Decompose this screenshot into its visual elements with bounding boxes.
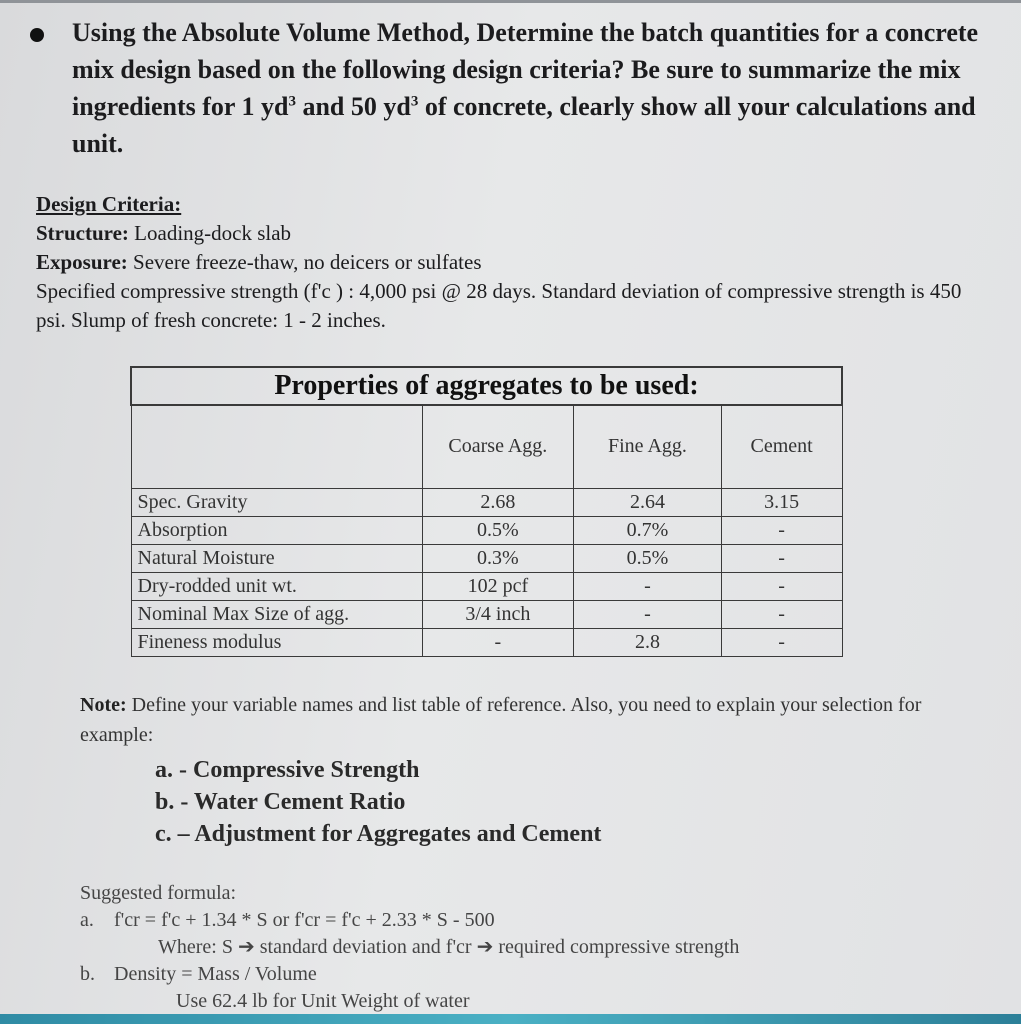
table-row: Absorption 0.5% 0.7% - — [131, 517, 842, 545]
formula-b: b. Density = Mass / Volume — [80, 963, 317, 985]
table-title: Properties of aggregates to be used: — [131, 367, 842, 405]
table-row: Nominal Max Size of agg. 3/4 inch - - — [131, 601, 842, 629]
note-text: Define your variable names and list table of reference. Also, you need to explain your selection for example: — [80, 694, 922, 746]
question-text: Using the Absolute Volume Method, Determine the batch quantities for a concrete mix design based on the following design criteria? Be sure to summarize the mix ingredients for 1 $yd^3$ and 50 $yd^3$ of concrete, clearly show all your calculations and unit. — [72, 18, 979, 158]
table-title-row — [131, 367, 842, 405]
bullet-icon — [30, 28, 44, 42]
header-fine-agg: Fine Agg. — [574, 405, 722, 489]
header-blank — [131, 405, 422, 489]
table-row: Natural Moisture 0.3% 0.5% - — [131, 545, 842, 573]
formula-a-where: Where: S ➔ standard deviation and f'cr ➔ required compressive strength — [158, 936, 740, 958]
criteria-heading: Design Criteria: — [36, 192, 182, 216]
design-criteria — [36, 190, 996, 335]
header-cement: Cement — [721, 405, 842, 489]
list-item: c. – Adjustment for Aggregates and Cement — [155, 821, 602, 847]
exposure-line: Exposure: Severe freeze-thaw, no deicers or sulfates — [36, 250, 482, 274]
taskbar-edge — [0, 1014, 1021, 1024]
aggregate-properties-table — [130, 366, 843, 657]
suggested-formula — [80, 880, 980, 1015]
formula-a: a. f'cr = f'c + 1.34 * S or f'cr = f'c + 2.33 * S - 500 — [80, 909, 495, 931]
formula-heading: Suggested formula: — [80, 882, 237, 904]
question-block — [30, 14, 990, 162]
note-list — [155, 754, 601, 850]
structure-line: Structure: Loading-dock slab — [36, 221, 292, 245]
note-label: Note: — [80, 694, 127, 716]
list-item: a. - Compressive Strength — [155, 757, 420, 783]
formula-b-use: Use 62.4 lb for Unit Weight of water — [176, 990, 470, 1012]
table-row: Dry-rodded unit wt. 102 pcf - - — [131, 573, 842, 601]
header-coarse-agg: Coarse Agg. — [422, 405, 574, 489]
strength-line: Specified compressive strength (f'c ) : 4,000 psi @ 28 days. Standard deviation of compressive strength is 450 psi. Slump of fresh concrete: 1 - 2 inches. — [36, 279, 962, 332]
note-paragraph — [80, 690, 980, 750]
table-row: Spec. Gravity 2.68 2.64 3.15 — [131, 489, 842, 517]
top-border — [0, 0, 1021, 3]
list-item: b. - Water Cement Ratio — [155, 789, 406, 815]
table-header-row — [131, 405, 842, 489]
table-row: Fineness modulus - 2.8 - — [131, 629, 842, 657]
